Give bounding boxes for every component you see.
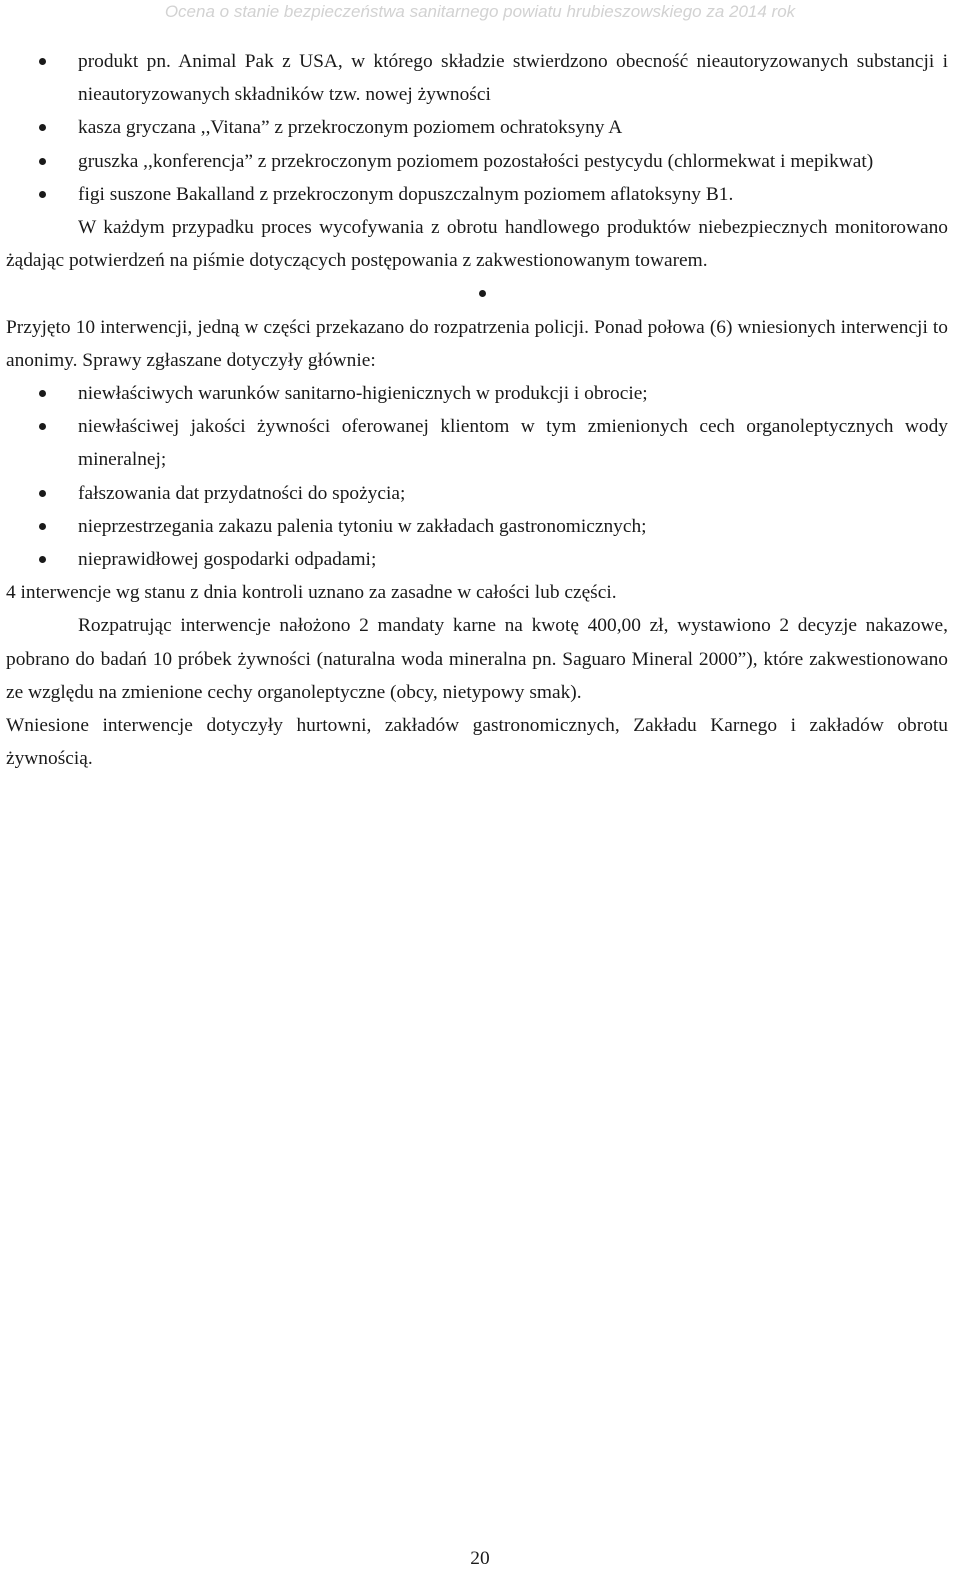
list-item: figi suszone Bakalland z przekroczonym dopuszczalnym poziomem aflatoksyny B1. <box>6 178 948 211</box>
list-item: niewłaściwej jakości żywności oferowanej klientom w tym zmienionych cech organoleptycznych wody mineralnej; <box>6 410 948 476</box>
bullet-dot-icon <box>479 290 486 297</box>
unsafe-products-list <box>6 45 948 211</box>
complaint-topics-list <box>6 377 948 576</box>
list-item: kasza gryczana ,,Vitana” z przekroczonym poziomem ochratoksyny A <box>6 111 948 144</box>
penalties-paragraph: Rozpatrując interwencje nałożono 2 mandaty karne na kwotę 400,00 zł, wystawiono 2 decyzje nakazowe, pobrano do badań 10 próbek żywności (naturalna woda mineralna pn. Saguaro Mineral 2000”), które zakwestionowano ze względu na zmienione cechy organoleptyczne (obcy, nietypowy smak). <box>6 615 948 703</box>
facilities-paragraph: Wniesione interwencje dotyczyły hurtowni, zakładów gastronomicznych, Zakładu Karnego i zakładów obrotu żywnością. <box>6 715 948 770</box>
list-item: fałszowania dat przydatności do spożycia; <box>6 477 948 510</box>
interventions-paragraph: Przyjęto 10 interwencji, jedną w części przekazano do rozpatrzenia policji. Ponad połowa (6) wniesionych interwencji to anonimy. Sprawy zgłaszane dotyczyły głównie: <box>6 316 948 371</box>
list-item: nieprawidłowej gospodarki odpadami; <box>6 543 948 576</box>
list-item: nieprzestrzegania zakazu palenia tytoniu w zakładach gastronomicznych; <box>6 510 948 543</box>
running-header: Ocena o stanie bezpieczeństwa sanitarnego powiatu hrubieszowskiego za 2014 rok <box>164 2 796 21</box>
list-item: niewłaściwych warunków sanitarno-higienicznych w produkcji i obrocie; <box>6 377 948 410</box>
empty-bullet <box>6 277 948 310</box>
list-item: gruszka ,,konferencja” z przekroczonym poziomem pozostałości pestycydu (chlormekwat i mepikwat) <box>6 145 948 178</box>
list-item: produkt pn. Animal Pak z USA, w którego składzie stwierdzono obecność nieautoryzowanych substancji i nieautoryzowanych składników tzw. nowej żywności <box>6 45 948 111</box>
page-number: 20 <box>470 1548 490 1569</box>
withdrawal-paragraph: W każdym przypadku proces wycofywania z obrotu handlowego produktów niebezpiecznych monitorowano żądając potwierdzeń na piśmie dotyczących postępowania z zakwestionowanym towarem. <box>6 217 948 272</box>
justified-interventions-paragraph: 4 interwencje wg stanu z dnia kontroli uznano za zasadne w całości lub części. <box>6 582 617 604</box>
document-body <box>6 45 948 775</box>
